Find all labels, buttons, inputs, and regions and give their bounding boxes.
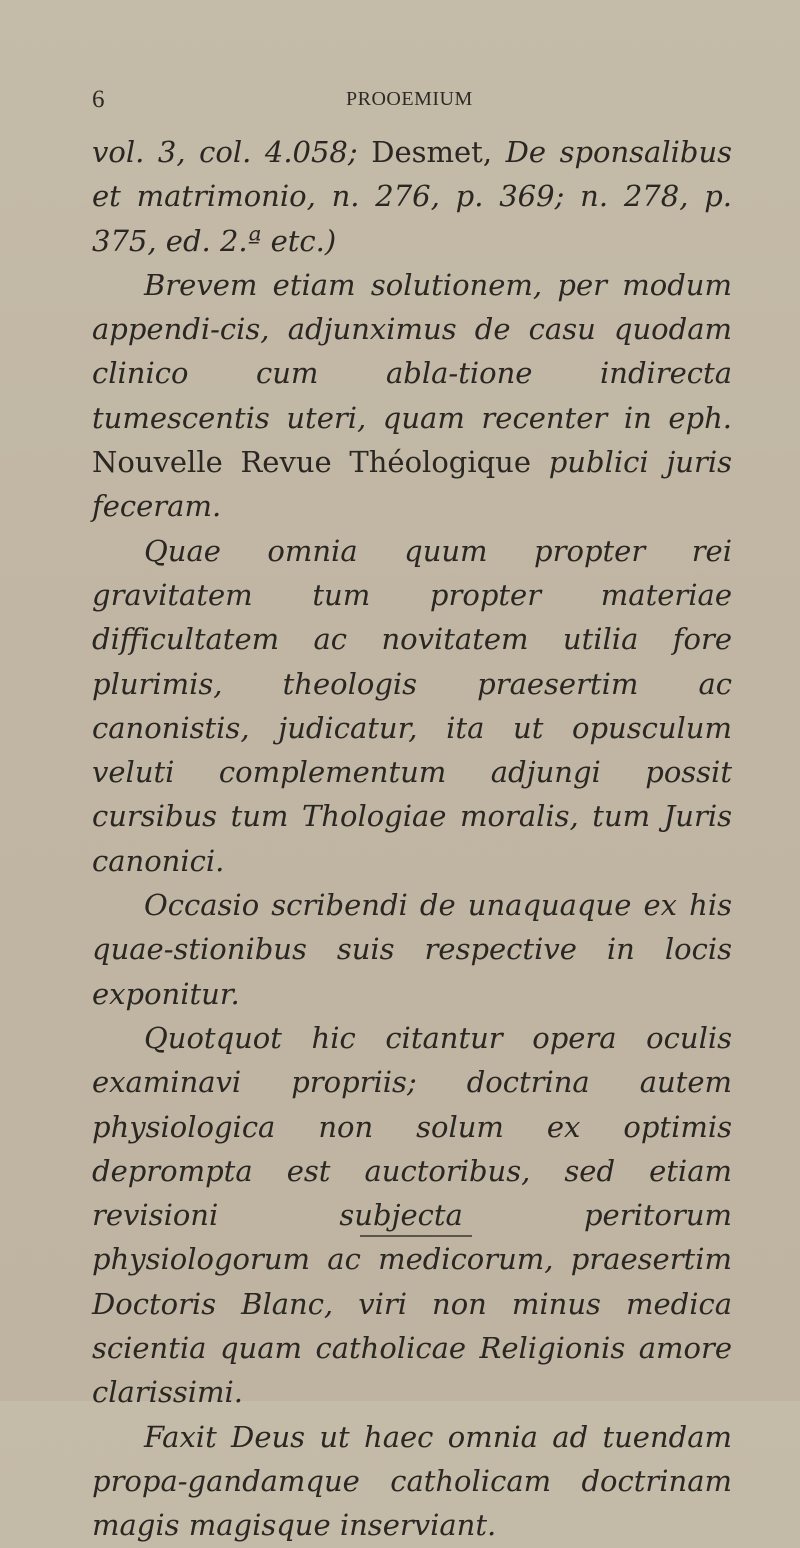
running-head	[92, 86, 732, 116]
text-segment: De sponsalibus et matrimonio, n. 276, p. 369; n. 278, p. 375, ed. 2.ª etc.)	[92, 135, 733, 258]
text-segment: Occasio scribendi de unaquaque ex his quae-stionibus suis respective in locis exponitur.	[92, 888, 732, 1011]
text-segment: Desmet,	[371, 135, 506, 169]
body-text	[92, 130, 732, 1548]
text-segment: Faxit Deus ut haec omnia ad tuendam propa-gandamque catholicam doctrinam magis magisque inserviant.	[92, 1419, 732, 1543]
text-segment: Quae omnia quum propter rei gravitatem tum propter materiae difficultatem ac novitatem utilia fore plurimis, theologis praesertim ac canonistis, judicatur, ita ut opusculum veluti complementum adjungi possit cursibus tum Thologiae moralis, tum Juris canonici.	[92, 533, 732, 878]
paragraph	[92, 263, 732, 529]
paragraph	[92, 883, 732, 1016]
paragraph	[92, 130, 732, 263]
paragraph	[92, 529, 732, 883]
paragraph	[92, 1016, 732, 1415]
paragraph	[92, 1415, 732, 1548]
page-number: 6	[92, 86, 105, 113]
text-segment: Brevem etiam solutionem, per modum appendi-cis, adjunximus de casu quodam clinico cum abla-tione indirecta tumescentis uteri, quam recenter in eph.	[92, 267, 732, 435]
text-segment: vol. 3, col. 4.058;	[92, 135, 372, 169]
end-rule	[360, 1235, 472, 1237]
text-segment: Quotquot hic citantur opera oculis examinavi propriis; doctrina autem physiologica non solum ex optimis deprompta est auctoribus, sed etiam revisioni subjecta peritorum physiologorum ac medicorum, praesertim Doctoris Blanc, viri non minus medica scientia quam catholicae Religionis amore clarissimi.	[92, 1020, 732, 1410]
running-title: PROOEMIUM	[346, 88, 473, 110]
text-segment: publici juris feceram.	[92, 445, 733, 524]
text-segment: Nouvelle Revue Théologique	[92, 445, 549, 480]
